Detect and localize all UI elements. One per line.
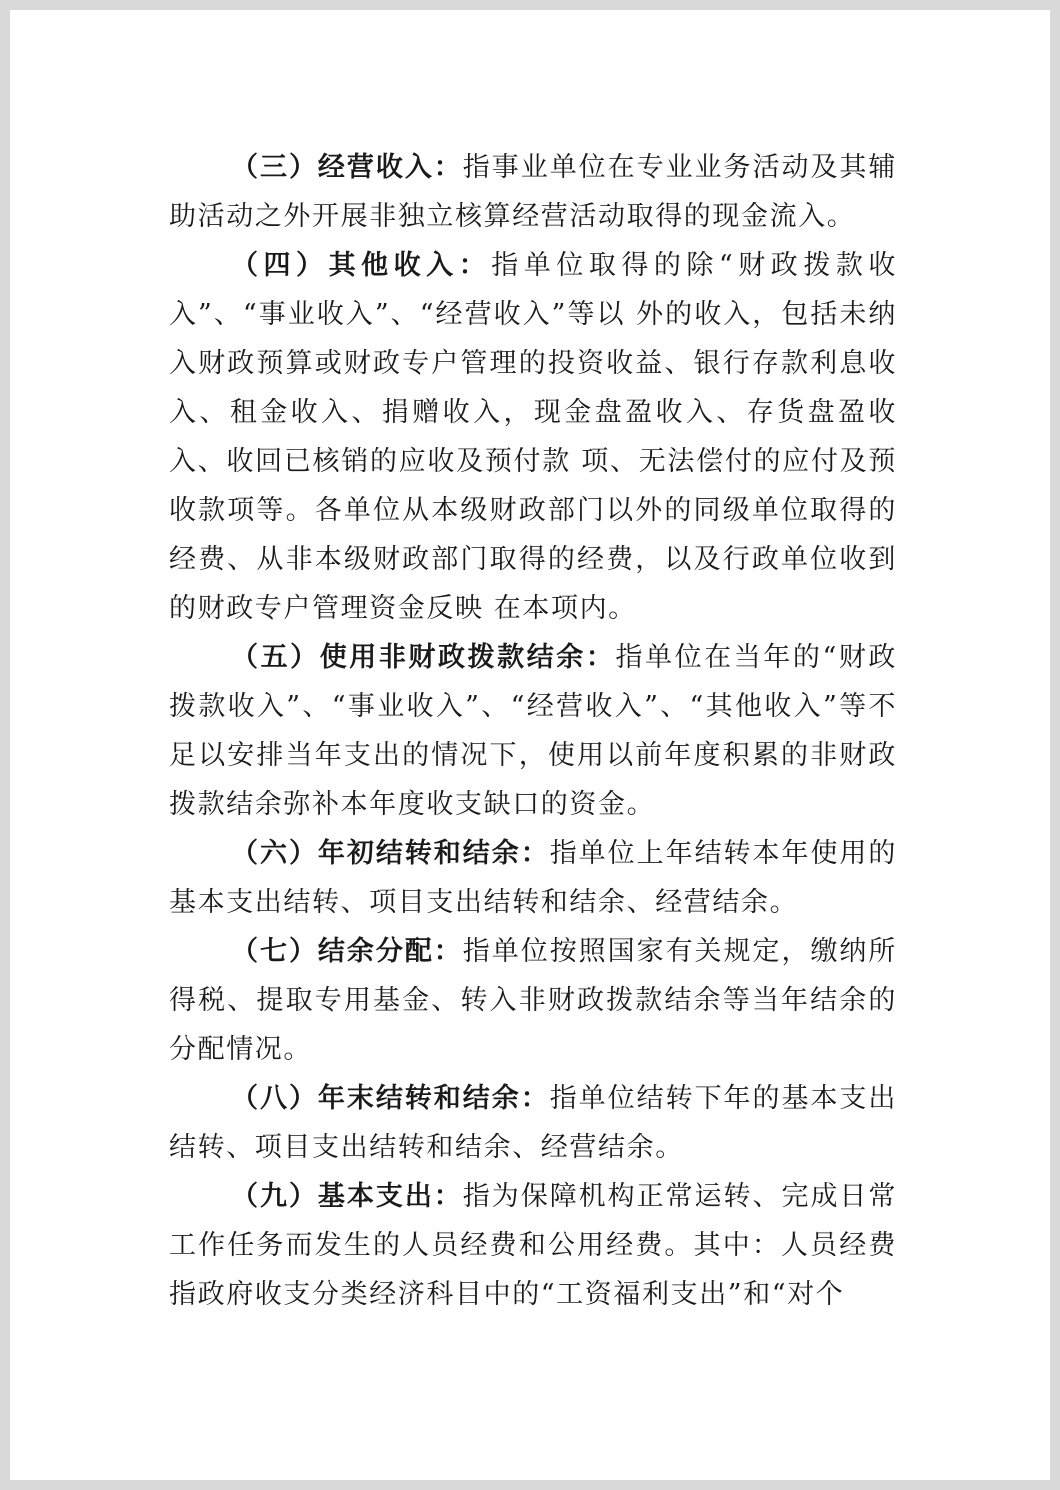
paragraph-5-term: （五）使用非财政拨款结余：: [231, 642, 616, 673]
paragraph-4: [169, 241, 897, 633]
paragraph-9-term: （九）基本支出：: [231, 1181, 463, 1212]
paragraph-6-term: （六）年初结转和结余：: [231, 838, 550, 869]
paragraph-7: [169, 927, 897, 1074]
paragraph-8: [169, 1074, 897, 1172]
paragraph-6-text: 指单位上年结转本年使用的基本支出结转、项目支出结转和结余、经营结余。: [169, 838, 897, 918]
paragraph-6: [169, 829, 897, 927]
paragraph-9-text: 指为保障机构正常运转、完成日常工作任务而发生的人员经费和公用经费。其中：人员经费指政府收支分类经济科目中的“工资福利支出”和“对个: [169, 1181, 897, 1310]
paragraph-9: [169, 1172, 897, 1319]
paragraph-4-term: （四）其他收入：: [231, 250, 492, 281]
paragraph-7-term: （七）结余分配：: [231, 936, 463, 967]
paragraph-4-text: 指单位取得的除“财政拨款收入”、“事业收入”、“经营收入”等以 外的收入，包括未纳入财政预算或财政专户管理的投资收益、银行存款利息收入、租金收入、捐赠收入，现金盘盈收入、存货盘盈收入、收回已核销的应收及预付款 项、无法偿付的应付及预收款项等。各单位从本级财政部门以外的同级单位取得的经费、从非本级财政部门取得的经费，以及行政单位收到的财政专户管理资金反映 在本项内。: [169, 250, 897, 624]
paragraph-3-term: （三）经营收入：: [231, 152, 463, 183]
paragraph-5: [169, 633, 897, 829]
document-page: [10, 10, 1050, 1480]
document-body: [169, 143, 897, 1319]
paragraph-3-text: 指事业单位在专业业务活动及其辅助活动之外开展非独立核算经营活动取得的现金流入。: [169, 152, 897, 232]
paragraph-8-text: 指单位结转下年的基本支出结转、项目支出结转和结余、经营结余。: [169, 1083, 897, 1163]
paragraph-8-term: （八）年末结转和结余：: [231, 1083, 550, 1114]
paragraph-3: [169, 143, 897, 241]
paragraph-5-text: 指单位在当年的“财政拨款收入”、“事业收入”、“经营收入”、“其他收入”等不足以安排当年支出的情况下，使用以前年度积累的非财政拨款结余弥补本年度收支缺口的资金。: [169, 642, 897, 820]
paragraph-7-text: 指单位按照国家有关规定，缴纳所得税、提取专用基金、转入非财政拨款结余等当年结余的分配情况。: [169, 936, 897, 1065]
